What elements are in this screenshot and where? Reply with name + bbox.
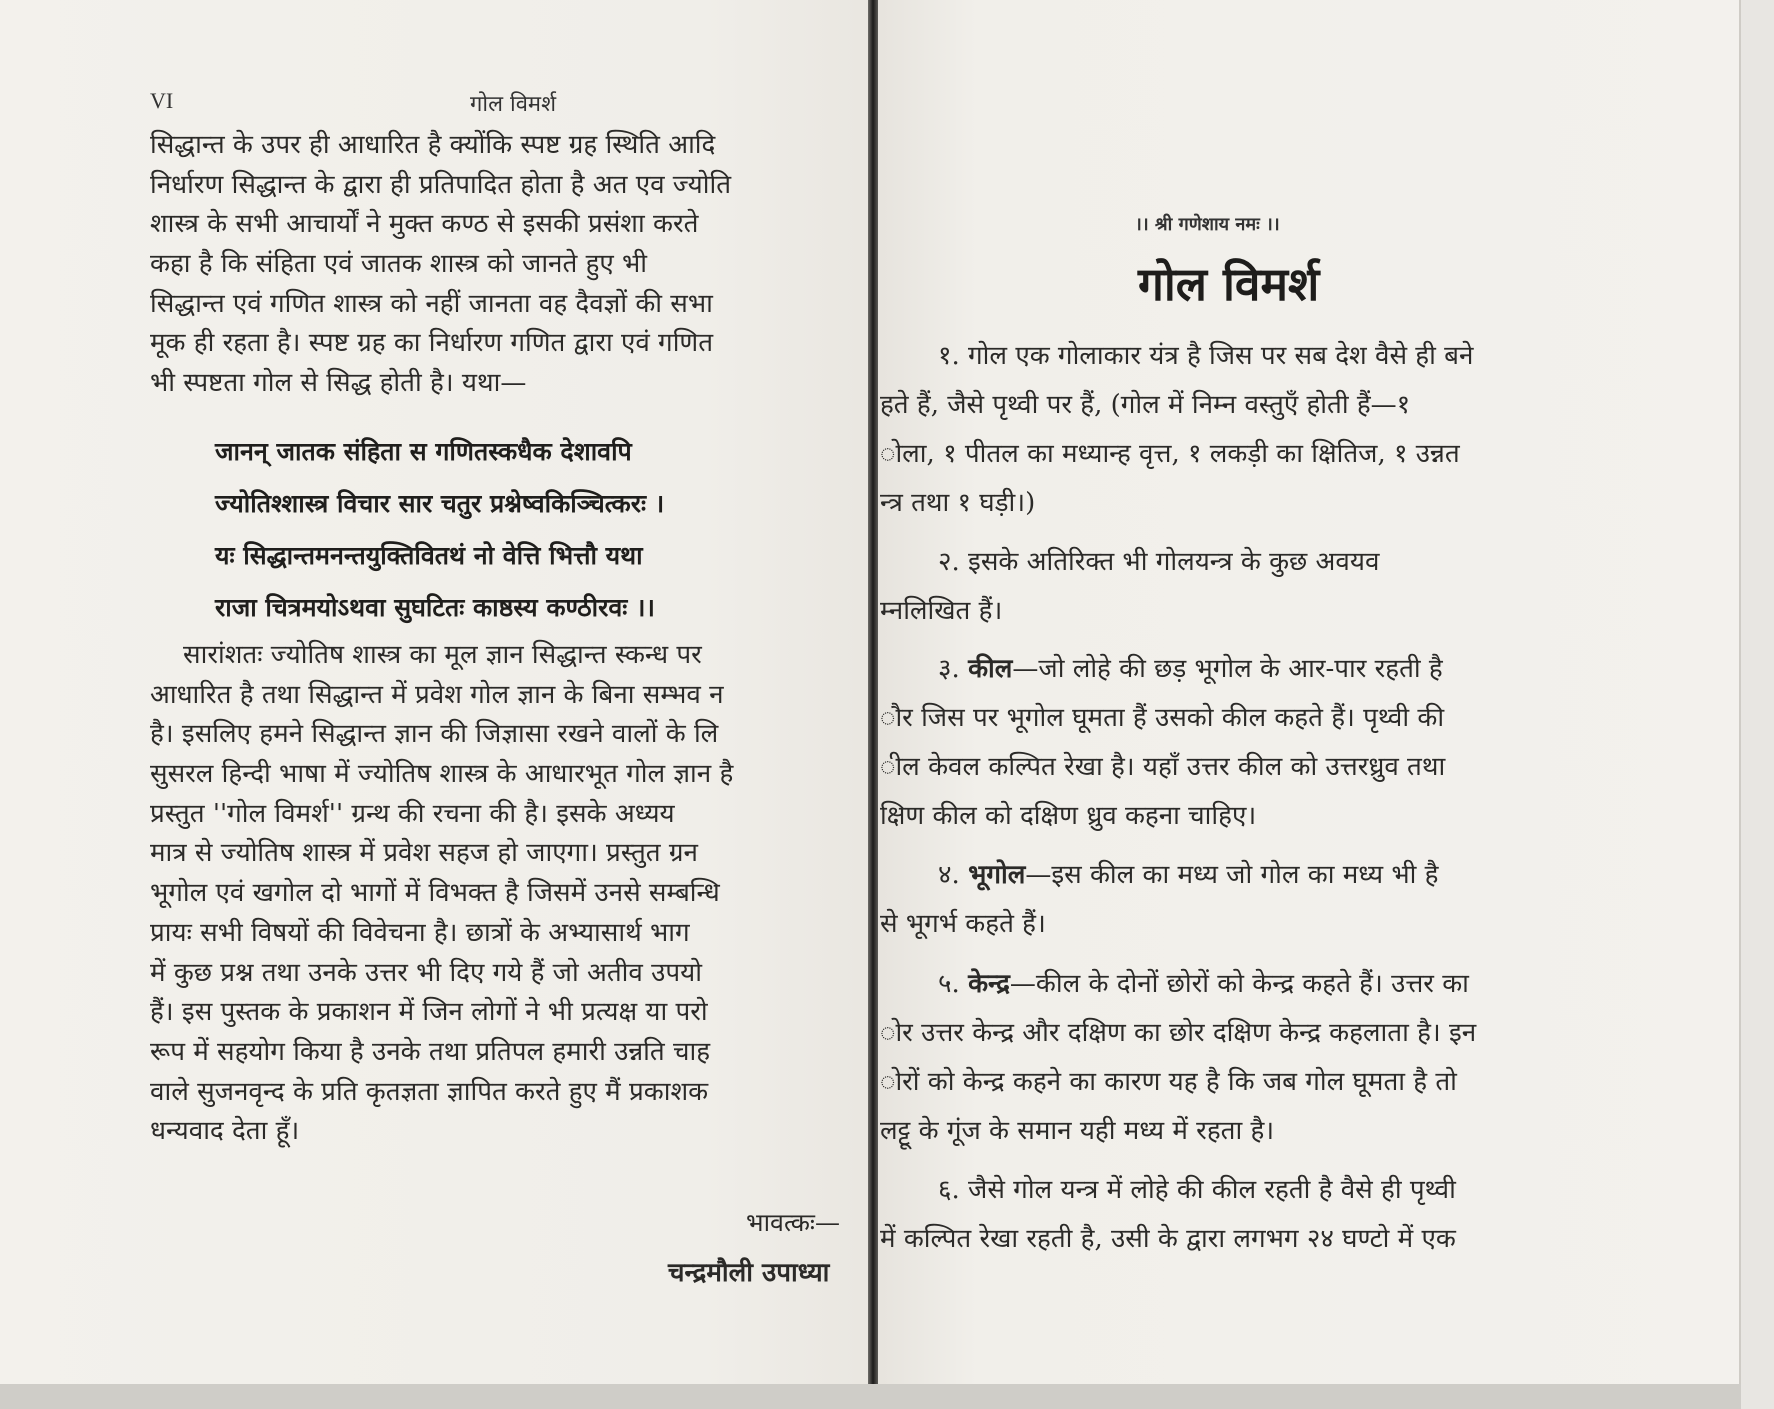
paragraph-6: [880, 1166, 1620, 1264]
text-line: शास्त्र के सभी आचार्यों ने मुक्त कण्ठ से इसकी प्रसंशा करते: [150, 209, 699, 240]
text-line: प्रस्तुत ''गोल विमर्श'' ग्रन्थ की रचना की है। इसके अध्यय: [150, 798, 675, 829]
page-number: VI: [150, 88, 174, 113]
text-line: धन्यवाद देता हूँ।: [150, 1116, 300, 1147]
text-line: ६. जैसे गोल यन्त्र में लोहे की कील रहती है वैसे ही पृथ्वी: [938, 1175, 1456, 1205]
text-line: [880, 645, 1620, 694]
signature-name: चन्द्रमौली उपाध्या: [668, 1258, 830, 1288]
verse-line: जानन् जातक संहिता स गणितस्कधैक देशावपि: [215, 437, 632, 466]
verse-line: ज्योतिश्शास्त्र विचार सार चतुर प्रश्नेष्वकिञ्चित्करः ।: [215, 489, 665, 518]
text-line: ौर जिस पर भूगोल घूमता हैं उसको कील कहते हैं। पृथ्वी की: [880, 703, 1445, 733]
text-line: ोला, १ पीतल का मध्यान्ह वृत्त, १ लकड़ी का क्षितिज, १ उन्नत: [880, 439, 1460, 469]
intro-paragraph: [150, 126, 880, 404]
term-kendra: केन्द्र: [968, 969, 1010, 999]
paragraph-5: [880, 960, 1620, 1156]
verse-line: राजा चित्रमयोऽथवा सुघटितः काष्ठस्य कण्ठीरवः ।।: [215, 593, 655, 622]
para-text: —कील के दोनों छोरों को केन्द्र कहते हैं। उत्तर का: [1009, 969, 1469, 999]
invocation: ।। श्री गणेशाय नमः ।।: [1135, 214, 1280, 235]
text-line: में कल्पित रेखा रहती है, उसी के द्वारा लगभग २४ घण्टो में एक: [880, 1224, 1456, 1254]
left-page: [0, 0, 880, 1409]
text-line: ोरों को केन्द्र कहने का कारण यह है कि जब गोल घूमता है तो: [880, 1067, 1457, 1097]
text-line: प्रायः सभी विषयों की विवेचना है। छात्रों के अभ्यासार्थ भाग: [150, 917, 690, 948]
text-line: लट्टू के गूंज के समान यही मध्य में रहता है।: [880, 1116, 1275, 1146]
text-line: में कुछ प्रश्न तथा उनके उत्तर भी दिए गये हैं जो अतीव उपयो: [150, 957, 702, 988]
text-line: वाले सुजनवृन्द के प्रति कृतज्ञता ज्ञापित करते हुए मैं प्रकाशक: [150, 1076, 709, 1107]
text-line: कहा है कि संहिता एवं जातक शास्त्र को जानते हुए भी: [150, 249, 648, 280]
text-line: [880, 851, 1620, 900]
book-gutter: [868, 0, 878, 1409]
text-line: १. गोल एक गोलाकार यंत्र है जिस पर सब देश वैसे ही बने: [938, 341, 1474, 371]
running-title: गोल विमर्श: [470, 92, 557, 117]
text-line: मूक ही रहता है। स्पष्ट ग्रह का निर्धारण गणित द्वारा एवं गणित: [150, 328, 714, 359]
text-line: आधारित है तथा सिद्धान्त में प्रवेश गोल ज्ञान के बिना सम्भव न: [150, 679, 724, 710]
para-number: ४.: [938, 860, 960, 890]
text-line: से भूगर्भ कहते हैं।: [880, 909, 1046, 939]
text-line: हते हैं, जैसे पृथ्वी पर हैं, (गोल में निम्न वस्तुएँ होती हैं—१: [880, 390, 1411, 420]
verse-line: यः सिद्धान्तमनन्तयुक्तिवितथं नो वेत्ति भित्तौ यथा: [215, 541, 643, 570]
text-line: म्नलिखित हैं।: [880, 596, 1003, 626]
chapter-title: गोल विमर्श: [1138, 257, 1320, 311]
para-text: —जो लोहे की छड़ भूगोल के आर-पार रहती है: [1012, 654, 1443, 684]
summary-paragraph: [150, 636, 880, 1152]
para-number: ५.: [938, 969, 960, 999]
text-line: न्त्र तथा १ घड़ी।): [880, 488, 1036, 518]
para-number: ३.: [938, 654, 960, 684]
scan-background: [1741, 0, 1774, 1409]
text-line: ोर उत्तर केन्द्र और दक्षिण का छोर दक्षिण केन्द्र कहलाता है। इन: [880, 1018, 1477, 1048]
text-line: क्षिण कील को दक्षिण ध्रुव कहना चाहिए।: [880, 801, 1257, 831]
text-line: भूगोल एवं खगोल दो भागों में विभक्त है जिसमें उनसे सम्बन्धि: [150, 878, 720, 909]
text-line: सुसरल हिन्दी भाषा में ज्योतिष शास्त्र के आधारभूत गोल ज्ञान है: [150, 759, 734, 790]
term-keel: कील: [968, 654, 1013, 684]
text-line: सारांशतः ज्योतिष शास्त्र का मूल ज्ञान सिद्धान्त स्कन्ध पर: [150, 640, 702, 670]
paragraph-3: [880, 645, 1620, 841]
text-line: रूप में सहयोग किया है उनके तथा प्रतिपल हमारी उन्नति चाह: [150, 1036, 711, 1067]
text-line: मात्र से ज्योतिष शास्त्र में प्रवेश सहज हो जाएगा। प्रस्तुत ग्रन: [150, 838, 698, 869]
text-line: २. इसके अतिरिक्त भी गोलयन्त्र के कुछ अवयव: [938, 547, 1380, 577]
paragraph-1: [880, 332, 1620, 528]
para-text: —इस कील का मध्य जो गोल का मध्य भी है: [1025, 860, 1439, 890]
text-line: है। इसलिए हमने सिद्धान्त ज्ञान की जिज्ञासा रखने वालों के लि: [150, 719, 719, 750]
text-line: हैं। इस पुस्तक के प्रकाशन में जिन लोगों ने भी प्रत्यक्ष या परो: [150, 997, 708, 1028]
paragraph-4: [880, 851, 1620, 949]
text-line: निर्धारण सिद्धान्त के द्वारा ही प्रतिपादित होता है अत एव ज्योति: [150, 169, 732, 200]
text-line: भी स्पष्टता गोल से सिद्ध होती है। यथा—: [150, 368, 527, 399]
paragraph-2: [880, 538, 1620, 636]
text-line: सिद्धान्त के उपर ही आधारित है क्योंकि स्पष्ट ग्रह स्थिति आदि: [150, 130, 716, 160]
text-line: [880, 960, 1620, 1009]
text-line: सिद्धान्त एवं गणित शास्त्र को नहीं जानता वह दैवज्ञों की सभा: [150, 288, 713, 319]
scan-bottom-edge: [0, 1384, 1741, 1409]
term-bhugol: भूगोल: [968, 860, 1026, 890]
sanskrit-verse: [215, 426, 664, 634]
text-line: ील केवल कल्पित रेखा है। यहाँ उत्तर कील को उत्तरध्रुव तथा: [880, 752, 1446, 782]
signature-role: भावत्कः—: [746, 1208, 840, 1237]
